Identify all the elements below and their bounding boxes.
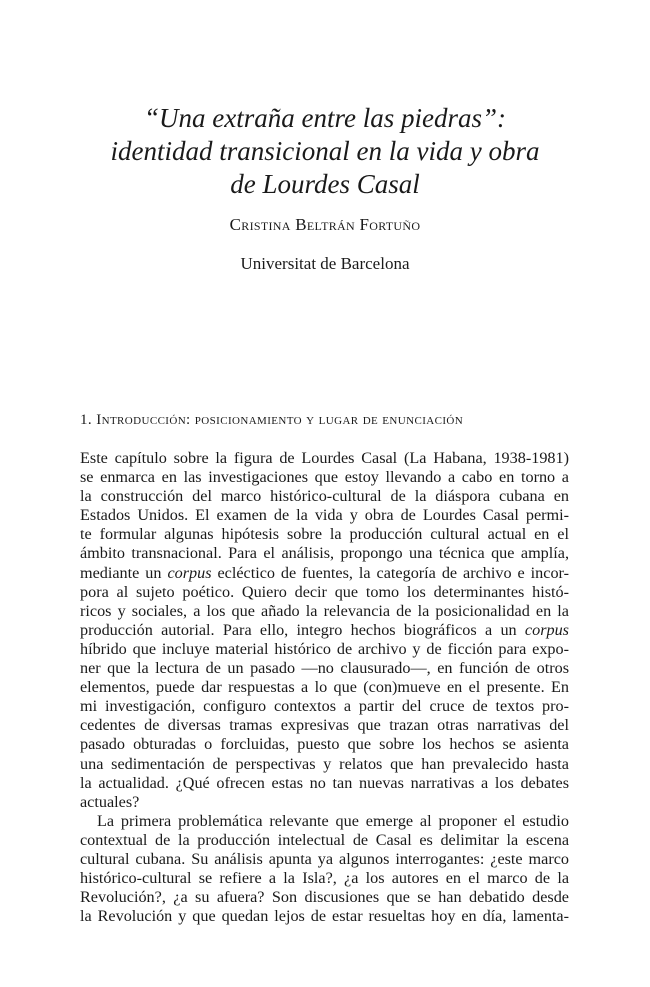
body-line: producción autorial. Para ello, integro hechos biográficos a un corpus <box>80 620 569 639</box>
body-line: ricos y sociales, a los que añado la relevancia de la posicionalidad en la <box>80 601 569 620</box>
body-line: híbrido que incluye material histórico de archivo y de ficción para expo- <box>80 639 569 658</box>
body-line: cedentes de diversas tramas expresivas que trazan otras narrativas del <box>80 716 569 735</box>
author-affiliation: Universitat de Barcelona <box>240 254 410 273</box>
author-name: Cristina Beltrán Fortuño <box>229 215 421 234</box>
body-line: se enmarca en las investigaciones que estoy llevando a cabo en torno a <box>80 468 569 487</box>
italic-term: corpus <box>524 620 569 639</box>
body-line: la construcción del marco histórico-cultural de la diáspora cubana en <box>80 487 569 506</box>
body-line: histórico-cultural se refiere a la Isla?, ¿a los autores en el marco de la <box>80 869 569 888</box>
body-line: la Revolución y que quedan lejos de estar resueltas hoy en día, lamenta- <box>80 907 569 926</box>
body-line: ner que la lectura de un pasado —no clausurado—, en función de otros <box>80 659 569 678</box>
body-line: ámbito transnacional. Para el análisis, propongo una técnica que amplía, <box>80 544 569 563</box>
title-line-2: identidad transicional en la vida y obra <box>110 136 540 166</box>
body-line: te formular algunas hipótesis sobre la producción cultural actual en el <box>80 525 569 544</box>
body-line: Revolución?, ¿a su afuera? Son discusiones que se han debatido desde <box>80 888 569 907</box>
title-line-1: “Una extraña entre las piedras”: <box>144 103 506 133</box>
body-line: contextual de la producción intelectual de Casal es delimitar la escena <box>80 830 569 849</box>
body-line: Estados Unidos. El examen de la vida y obra de Lourdes Casal permi- <box>80 506 569 525</box>
body-line: pora al sujeto poético. Quiero decir que tomo los determinantes histó- <box>80 582 569 601</box>
body-line: pasado obturadas o forcluidas, puesto que sobre los hechos se asienta <box>80 735 569 754</box>
body-line: actuales? <box>80 792 140 811</box>
italic-term: corpus <box>167 563 212 582</box>
body-line: mi investigación, configuro contextos a partir del cruce de textos pro- <box>80 697 569 716</box>
body-line: mediante un corpus ecléctico de fuentes, la categoría de archivo e incor- <box>80 563 570 582</box>
body-line: Este capítulo sobre la figura de Lourdes Casal (La Habana, 1938-1981) <box>80 449 569 467</box>
chapter-title <box>0 102 650 201</box>
body-line: cultural cubana. Su análisis apunta ya algunos interrogantes: ¿este marco <box>80 849 569 868</box>
body-line: La primera problemática relevante que emerge al proponer el estudio <box>97 811 569 830</box>
section-heading: 1. Introducción: posicionamiento y lugar de enunciación <box>80 412 464 428</box>
body-line: elementos, puede dar respuestas a lo que (con)mueve en el presente. En <box>80 678 569 697</box>
body-line: la actualidad. ¿Qué ofrecen estas no tan nuevas narrativas a los debates <box>80 773 569 792</box>
title-line-3: de Lourdes Casal <box>230 169 420 199</box>
body-line: una sedimentación de perspectivas y relatos que han prevalecido hasta <box>80 754 569 773</box>
body-text <box>80 449 569 926</box>
